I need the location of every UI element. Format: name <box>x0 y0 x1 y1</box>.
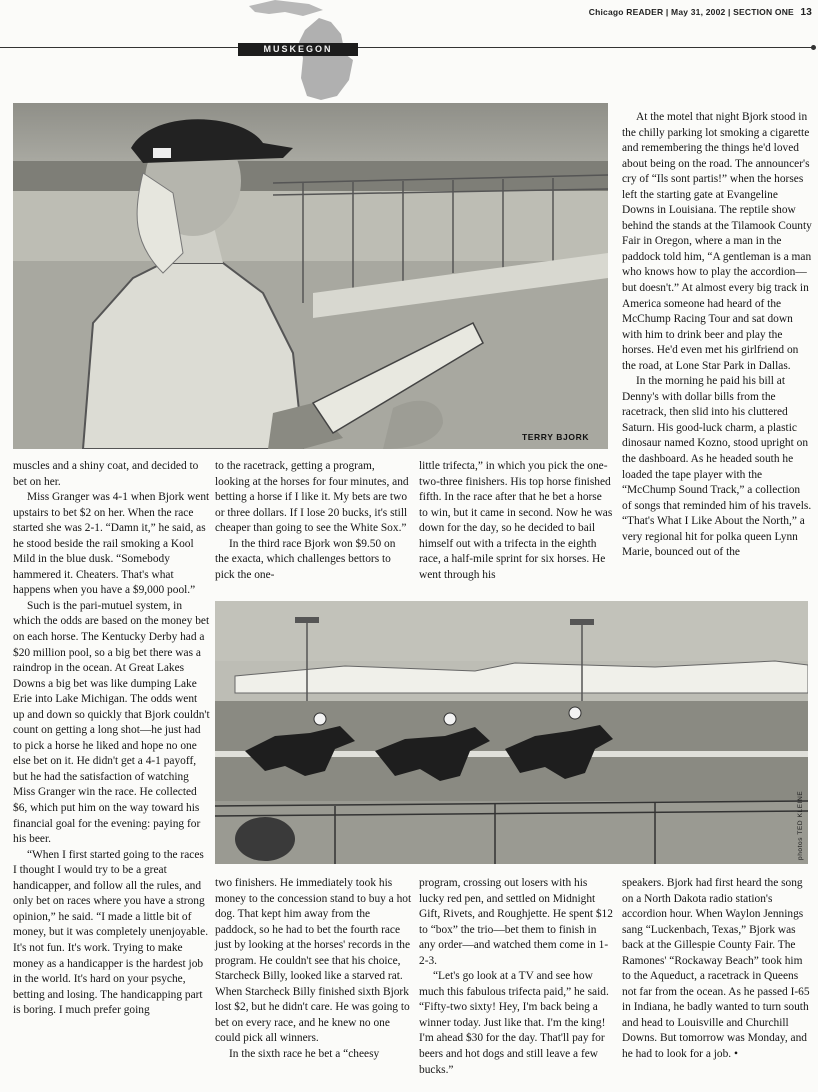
paragraph: little trifecta,” in which you pick the one-two-three finishers. His top horse finished fifth. In the race after that he bet a horse to win, but it came in second. Now he was down for the day, so he decided to bail himself out with a trifecta in the eighth race, a half-mile sprint for six horses. He went through his <box>419 460 613 581</box>
paragraph: Such is the pari-mutuel system, in which the odds are based on the money bet on each horse. The Kentucky Derby had a $20 million pool, so a big bet there was a raindrop in the ocean. At Great Lakes Downs a big bet was like dumping Lake Erie into Lake Michigan. The odds went up and down so quickly that Bjork couldn't count on getting a long shot—he just had to pick a horse he liked and hope no one else bet on it. He didn't get a 4-1 payoff, but he had the satisfaction of watching Miss Granger win the race. He collected $6, which put him on the way toward his financial goal for the evening: paying for his beer. <box>13 599 210 846</box>
photo-credit-terry-bjork: TERRY BJORK <box>522 432 590 442</box>
issue-date: May 31, 2002 <box>671 7 726 17</box>
paragraph: “When I first started going to the races I thought I would try to be a great handicapper, and follow all the rules, and only bet on races where you have a strong opinion,” he said. “I made a little bit of money, but it was completely unenjoyable. It's not fun. It's work. Trying to make money as a handicapper is the hardest job in the world. It's hard on your psyche, betting and losing. The handicapping part is boring. I much prefer going <box>13 848 209 1017</box>
header-rule <box>0 47 814 48</box>
page-header: Chicago READER | May 31, 2002 | SECTION ONE 13 <box>588 7 812 18</box>
article-column-2-bottom <box>215 876 412 1063</box>
paragraph: muscles and a shiny coat, and decided to bet on her. <box>13 460 199 488</box>
paragraph: In the third race Bjork won $9.50 on the exacta, which challenges bettors to pick the one- <box>215 537 396 581</box>
publication-name: Chicago READER <box>588 7 664 17</box>
paragraph: two finishers. He immediately took his money to the concession stand to buy a hot dog. That kept him away from the paddock, so he had to bet the fourth race just by looking at the horses' records in the program. He couldn't see that his choice, Starcheck Billy, looked like a starved rat. When Starcheck Billy finished sixth Bjork lost $2, but he didn't care. He was going to bet on every race, and he knew no one could pick all winners. <box>215 877 412 1045</box>
section-tag: MUSKEGON <box>238 43 358 56</box>
section-label: SECTION ONE <box>733 7 794 17</box>
paragraph: In the sixth race he bet a “cheesy <box>229 1048 380 1061</box>
photo-horse-race <box>215 601 808 864</box>
article-column-4 <box>622 110 812 561</box>
article-column-2-top <box>215 459 412 583</box>
paragraph: “Let's go look at a TV and see how much this fabulous trifecta paid,” he said. “Fifty-two sixty! Hey, I'm back being a winner today. Just like that. I'm the king! I'm ahead $30 for the day. That'll pay for beers and hot dogs and still leave a few bucks.” <box>419 970 609 1076</box>
paragraph: In the morning he paid his bill at Denny's with dollar bills from the racetrack, then slid into his cluttered Saturn. His good-luck charm, a plastic dinosaur named Kozno, stood upright on the dashboard. As he headed south he loaded the tape player with the “McChump Sound Track,” a collection of songs that reminded him of his travels. “That's What I Like About the North,” a very regional hit for polka queen Lynn Marie, bounced out of the <box>622 375 812 559</box>
article-column-3-top <box>419 459 613 583</box>
article-column-1 <box>13 459 210 1019</box>
article-column-4-bottom <box>622 876 812 1063</box>
paragraph: program, crossing out losers with his lucky red pen, and settled on Midnight Gift, Rivets, and Roughjette. He spent $12 to “box” the trio—bet them to finish in any order—and watched them come in 1-2-3. <box>419 877 613 967</box>
paragraph: At the motel that night Bjork stood in the chilly parking lot smoking a cigarette and remembering the things he'd loved about being on the road. The announcer's cry of “Ils sont partis!” when the horses left the starting gate at Evangeline Downs in Louisiana. The reptile show behind the stands at the Tilamook County Fair in Oregon, where a man in the paddock told him, “A gentleman is a man who knows how to play the accordion—but doesn't.” At almost every big track in America someone had heard of the McChump Racing Tour and sat down with him to drink beer and play the horses. He'd even met his girlfriend on the road, at Lone Star Park in Dallas. <box>622 111 812 372</box>
rule-end-dot <box>811 45 816 50</box>
paragraph: Miss Granger was 4-1 when Bjork went upstairs to bet $2 on her. When the race started she was 2-1. “Damn it,” he said, as he stood beside the rail smoking a Kool Mild in the blue dusk. “Somebody hammered it. Cheaters. That's what happens when you have a $9,000 pool.” <box>13 491 210 597</box>
page-number: 13 <box>800 7 812 18</box>
article-column-3-bottom <box>419 876 613 1078</box>
paragraph: speakers. Bjork had first heard the song on a North Dakota radio station's accordion hour. When Waylon Jennings sang “Luckenbach, Texas,” Bjork was back at the Gillespie County Fair. The Ramones' “Rockaway Beach” took him to the Aqueduct, a racetrack in Queens not far from the ocean. As he passed I-65 in Indiana, he badly wanted to turn south and head to Louisville and Churchill Downs. But tomorrow was Monday, and he had to look for a job. • <box>622 877 810 1061</box>
paragraph: to the racetrack, getting a program, looking at the horses for four minutes, and betting a horse if I like it. My bets are two or three dollars. If I lose 20 bucks, it's still cheaper than going to see the White Sox.” <box>215 460 409 535</box>
photo-terry-bjork <box>13 103 608 449</box>
photo-credit-ted-kleine: photos TED KLEINE <box>797 790 804 860</box>
